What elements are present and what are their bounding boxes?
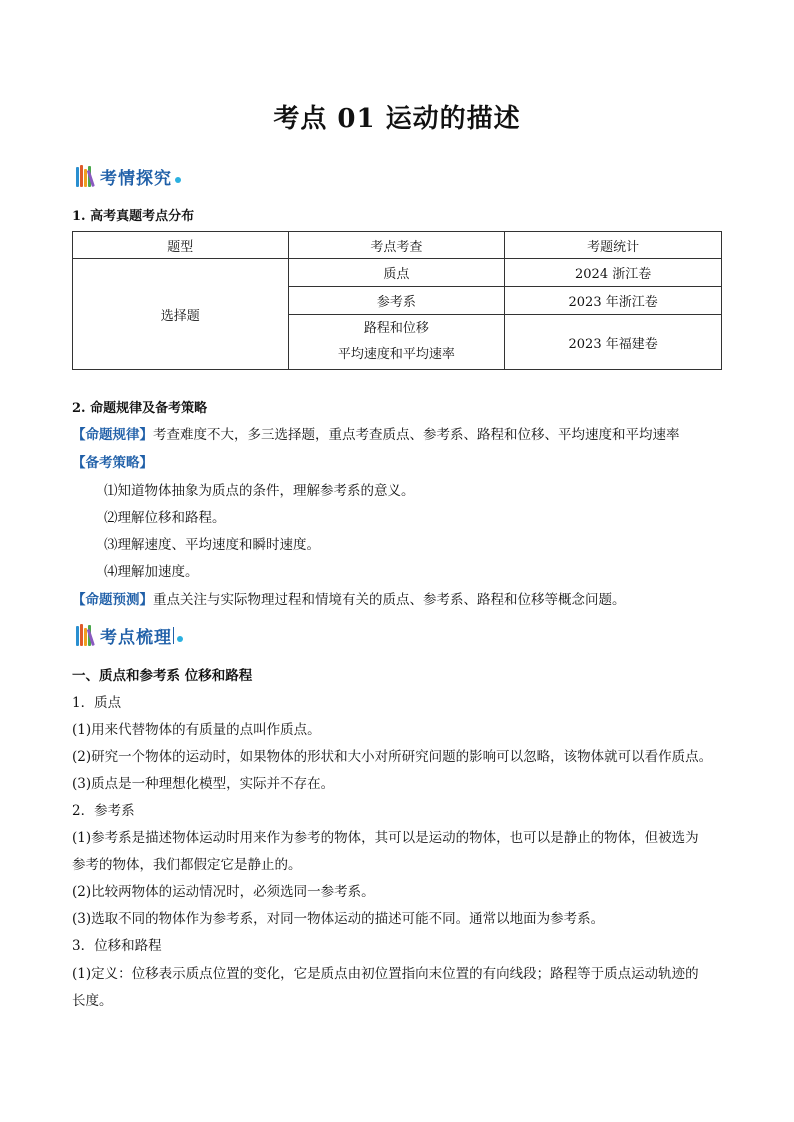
section-banner-exam-analysis	[76, 163, 181, 189]
content-line: 3．位移和路程	[72, 938, 162, 954]
text-cursor-icon	[173, 627, 174, 644]
page-title: 考点 01 运动的描述	[273, 104, 521, 134]
strategy-item: ⑶理解速度、平均速度和瞬时速度。	[104, 537, 320, 553]
table-cell-point: 参考系	[288, 287, 505, 315]
content-line: (3)选取不同的物体作为参考系，对同一物体运动的描述可能不同。通常以地面为参考系。	[72, 911, 605, 927]
content-line: (3)质点是一种理想化模型，实际并不存在。	[72, 776, 335, 792]
content-line: 2．参考系	[72, 803, 135, 819]
table-cell-stats: 2023 年福建卷	[505, 315, 722, 370]
dot-icon	[177, 636, 183, 642]
predict-line	[72, 588, 626, 608]
content-line: (1)用来代替物体的有质量的点叫作质点。	[72, 722, 321, 738]
table-cell-point	[288, 315, 505, 370]
content-line: (1)定义：位移表示质点位置的变化，它是质点由初位置指向末位置的有向线段；路程等于质点运动轨迹的	[72, 966, 699, 982]
banner-label: 考情探究	[100, 168, 172, 189]
section2-heading: 2. 命题规律及备考策略	[72, 401, 208, 416]
books-icon	[76, 624, 96, 646]
table-cell-point: 质点	[288, 259, 505, 287]
content-line: 长度。	[72, 993, 113, 1009]
table-cell-point-line: 路程和位移	[363, 321, 429, 336]
dot-icon	[175, 177, 181, 183]
table-header-cell: 考题统计	[505, 232, 722, 259]
banner-label: 考点梳理	[100, 627, 172, 648]
section1-heading: 1. 高考真题考点分布	[72, 209, 195, 224]
content-line: 参考的物体，我们都假定它是静止的。	[72, 857, 302, 873]
table-header-row	[73, 232, 722, 259]
section-banner-knowledge-review	[76, 622, 183, 648]
strategy-tag: 【备考策略】	[72, 455, 153, 471]
content-line: (2)研究一个物体的运动时，如果物体的形状和大小对所研究问题的影响可以忽略，该物体就可以看作质点。	[72, 749, 713, 765]
content-line: (2)比较两物体的运动情况时，必须选同一参考系。	[72, 884, 375, 900]
content-heading: 一、质点和参考系 位移和路程	[72, 668, 253, 684]
predict-text: 重点关注与实际物理过程和情境有关的质点、参考系、路程和位移等概念问题。	[153, 592, 626, 608]
law-text: 考查难度不大，多三选择题，重点考查质点、参考系、路程和位移、平均速度和平均速率	[153, 427, 680, 443]
table-cell-point-line: 平均速度和平均速率	[337, 347, 455, 362]
books-icon	[76, 165, 96, 187]
strategy-item: ⑴知道物体抽象为质点的条件，理解参考系的意义。	[104, 483, 415, 499]
strategy-line	[72, 451, 153, 471]
strategy-item: ⑵理解位移和路程。	[104, 510, 226, 526]
table-cell-stats: 2024 浙江卷	[505, 259, 722, 287]
table-header-cell: 题型	[73, 232, 289, 259]
table-cell-stats: 2023 年浙江卷	[505, 287, 722, 315]
exam-distribution-table	[72, 231, 722, 370]
predict-tag: 【命题预测】	[72, 592, 153, 608]
law-line	[72, 423, 680, 443]
strategy-item: ⑷理解加速度。	[104, 564, 199, 580]
table-cell-type: 选择题	[73, 259, 289, 370]
table-header-cell: 考点考查	[288, 232, 505, 259]
content-line: 1．质点	[72, 695, 122, 711]
content-line: (1)参考系是描述物体运动时用来作为参考的物体，其可以是运动的物体，也可以是静止的物体，但被选为	[72, 830, 699, 846]
table-row	[73, 259, 722, 287]
law-tag: 【命题规律】	[72, 427, 153, 443]
